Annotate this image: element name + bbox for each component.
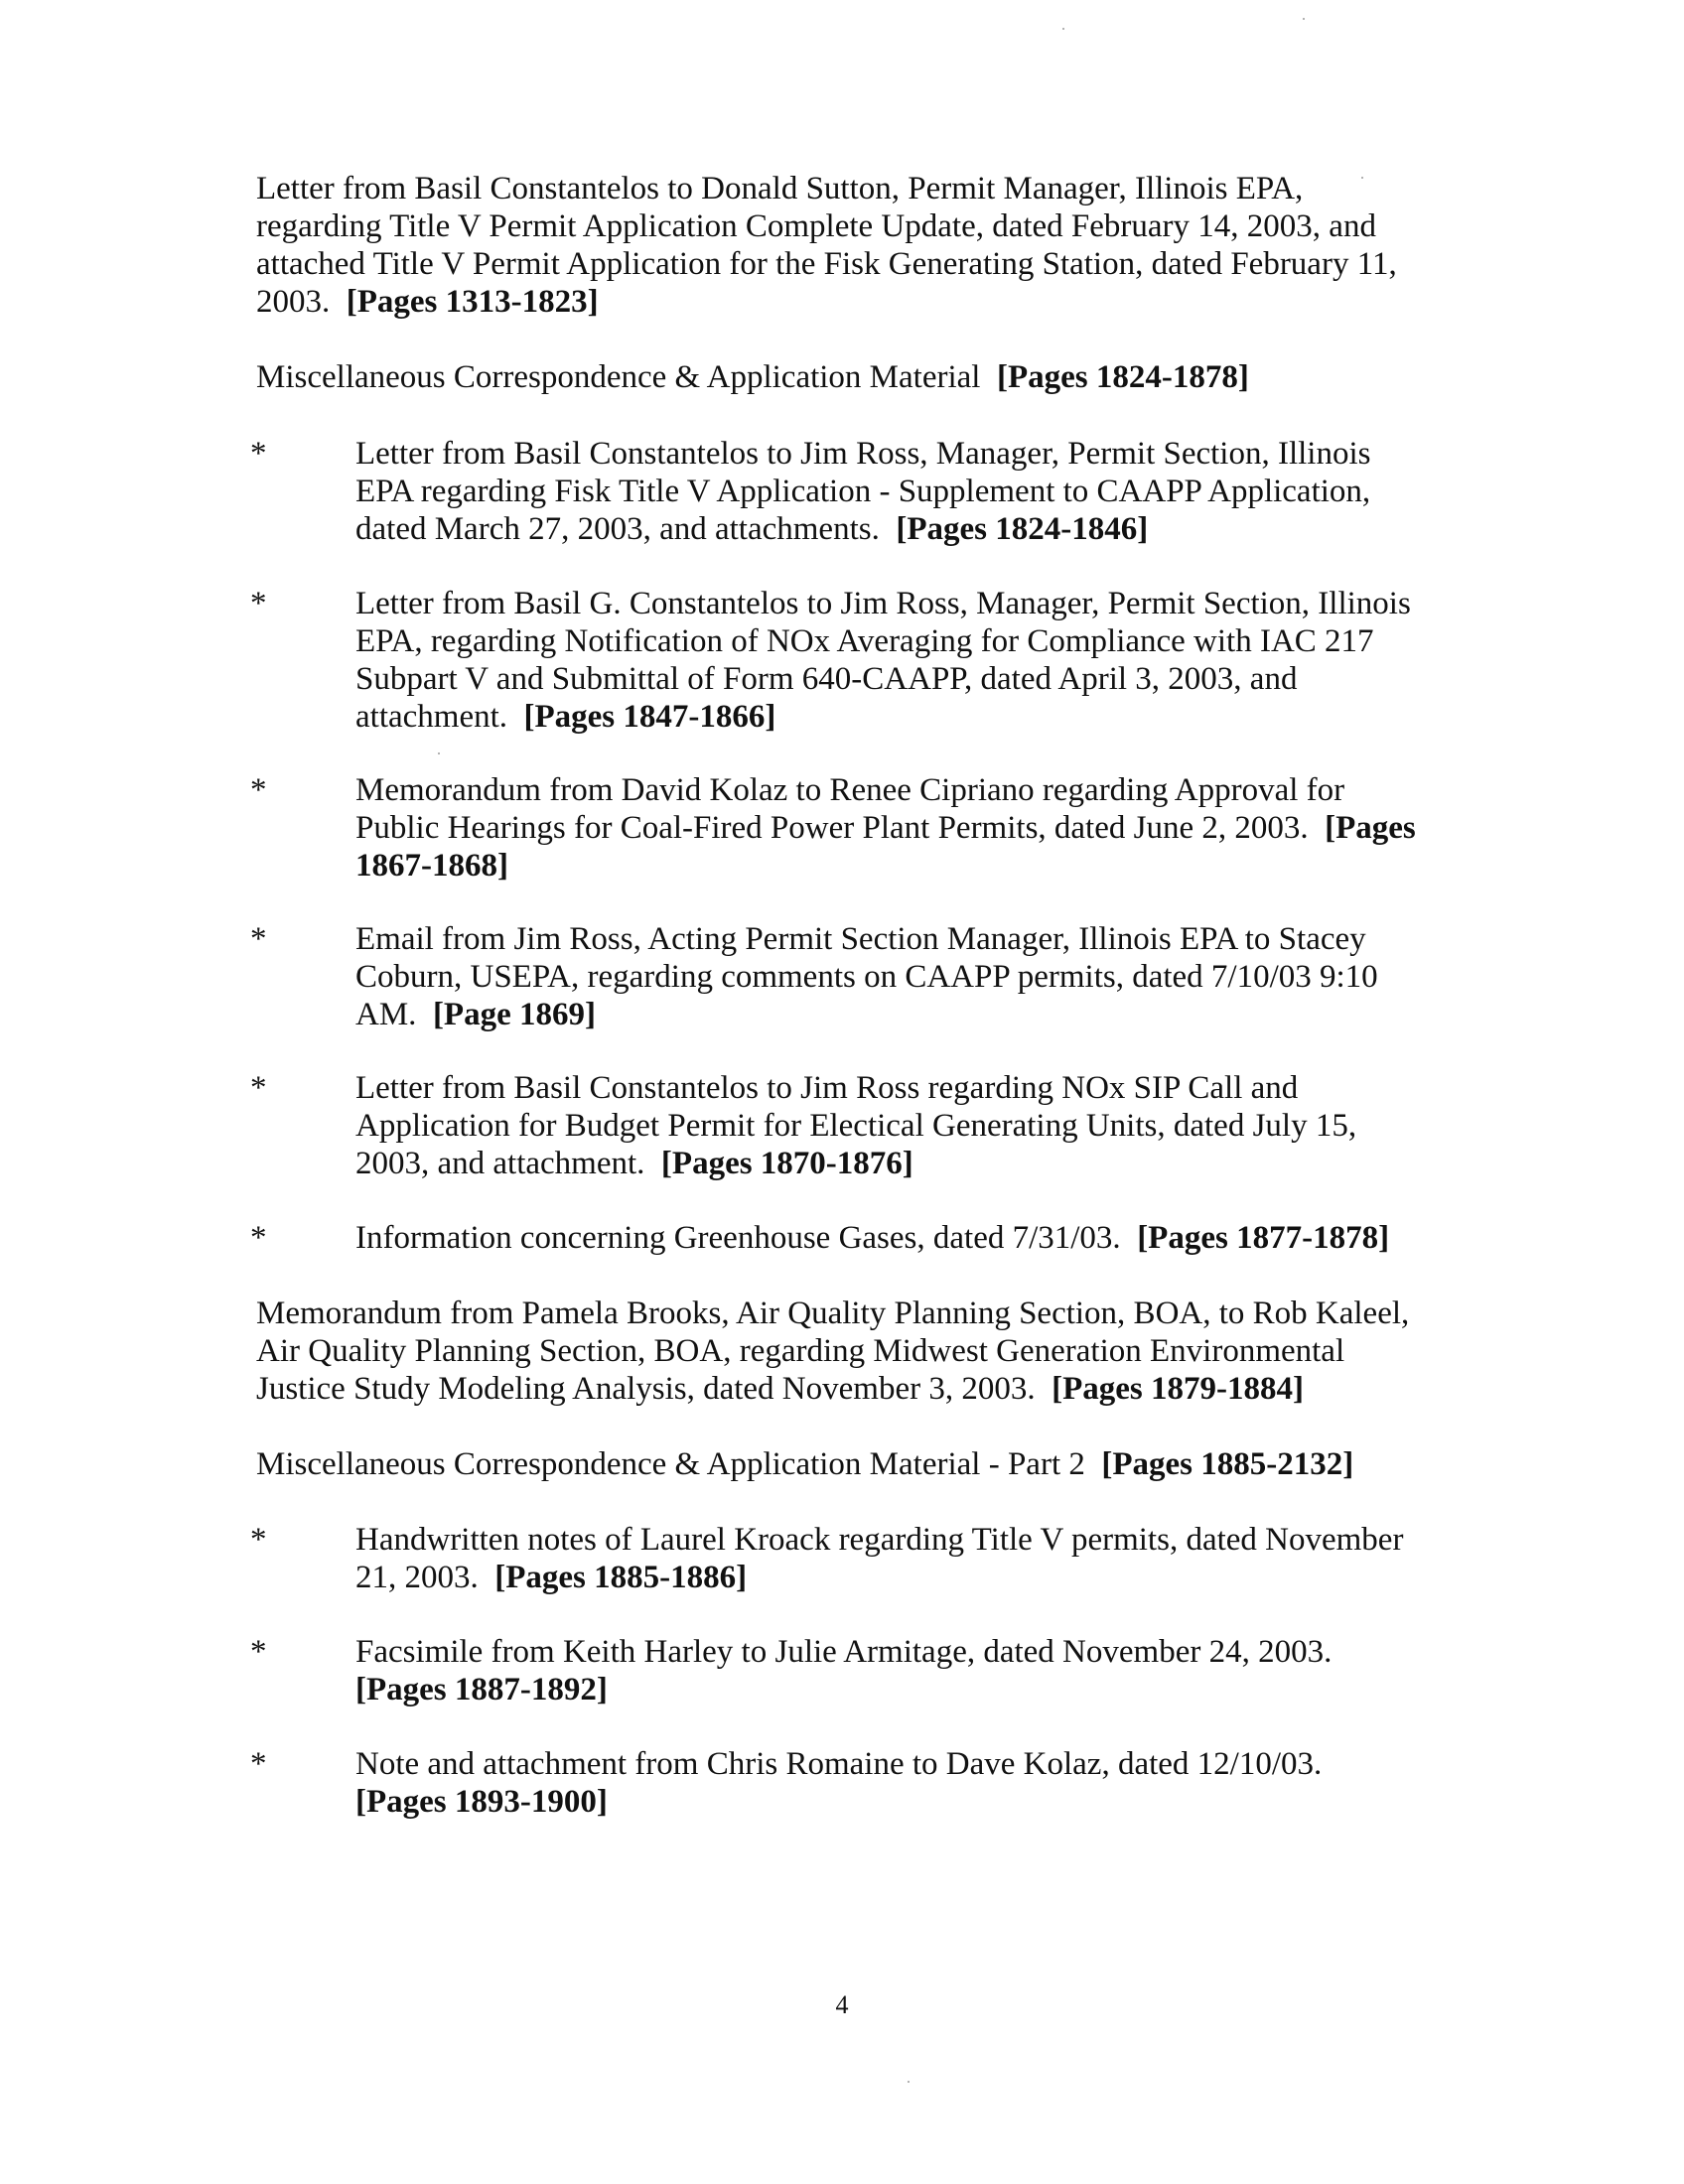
list-item-text: Information concerning Greenhouse Gases, dated 7/31/03. [Pages 1877-1878] (355, 1220, 1390, 1256)
page-ref: [Pages 1887-1892] (355, 1672, 608, 1707)
bullet-marker: * (250, 1522, 267, 1558)
intro-page-ref: [Pages 1313-1823] (346, 284, 599, 320)
memo-page-ref: [Pages 1879-1884] (1052, 1371, 1304, 1407)
bullet-marker: * (250, 586, 267, 621)
section1-page-ref: [Pages 1824-1878] (996, 359, 1249, 395)
scan-speck (908, 2081, 910, 2083)
page-ref: [Pages 1870-1876] (660, 1146, 913, 1181)
list-item-text: Letter from Basil G. Constantelos to Jim Ross, Manager, Permit Section, Illinois EPA, regarding Notification of NOx Averaging for Compliance with IAC 217 Subpart V and Submittal of Form 640-CAAPP, dated April 3, 2003, and attachment. [Pages 1847-1866] (355, 586, 1411, 735)
list-item-text: Memorandum from David Kolaz to Renee Cipriano regarding Approval for Public Hearings for Coal-Fired Power Plant Permits, dated June 2, 2003. [Pages 1867-1868] (355, 772, 1416, 884)
bullet-marker: * (250, 1220, 267, 1256)
section1-heading (256, 358, 1448, 396)
list-item-text: Note and attachment from Chris Romaine to Dave Kolaz, dated 12/10/03. [Pages 1893-1900] (355, 1746, 1323, 1820)
bullet-marker: * (250, 1634, 267, 1670)
page-ref: [Pages 1847-1866] (523, 699, 776, 735)
section1-heading-text: Miscellaneous Correspondence & Application Material (256, 359, 981, 395)
section2-page-ref: [Pages 1885-2132] (1101, 1446, 1354, 1482)
memo-paragraph (256, 1295, 1428, 1408)
bullet-marker: * (250, 772, 267, 808)
bullet-marker: * (250, 1746, 267, 1782)
list-item-text: Letter from Basil Constantelos to Jim Ross regarding NOx SIP Call and Application for Budget Permit for Electical Generating Units, dated July 15, 2003, and attachment. [Pages 1870-1876] (355, 1070, 1357, 1181)
bullet-marker: * (250, 921, 267, 957)
section2-heading-text: Miscellaneous Correspondence & Application Material - Part 2 (256, 1446, 1085, 1482)
section2-heading (256, 1445, 1448, 1483)
scan-speck (1303, 18, 1305, 20)
bullet-marker: * (250, 1070, 267, 1106)
list-item-text: Email from Jim Ross, Acting Permit Section Manager, Illinois EPA to Stacey Coburn, USEPA, regarding comments on CAAPP permits, dated 7/10/03 9:10 AM. [Page 1869] (355, 921, 1378, 1032)
list-item-text: Facsimile from Keith Harley to Julie Armitage, dated November 24, 2003. [Pages 1887-1892] (355, 1634, 1333, 1707)
list-item-text: Handwritten notes of Laurel Kroack regarding Title V permits, dated November 21, 2003. [Pages 1885-1886] (355, 1522, 1404, 1595)
intro-text: Letter from Basil Constantelos to Donald Sutton, Permit Manager, Illinois EPA, regarding Title V Permit Application Complete Update, dated February 14, 2003, and attached Title V Permit Application for the Fisk Generating Station, dated February 11, 2003. (256, 171, 1397, 320)
bullet-marker: * (250, 436, 267, 472)
intro-paragraph (256, 170, 1428, 321)
memo-text: Memorandum from Pamela Brooks, Air Quality Planning Section, BOA, to Rob Kaleel, Air Quality Planning Section, BOA, regarding Midwest Generation Environmental Justice Study Modeling Analysis, dated November 3, 2003. (256, 1296, 1410, 1407)
page-number: 4 (835, 1990, 849, 2019)
page-ref: [Pages 1824-1846] (896, 511, 1149, 547)
page-ref: [Pages 1867-1868] (355, 810, 1416, 884)
scan-speck (438, 752, 440, 754)
page-ref: [Pages 1877-1878] (1137, 1220, 1390, 1256)
page-ref: [Page 1869] (432, 997, 596, 1032)
scan-speck (1062, 28, 1064, 30)
page-ref: [Pages 1893-1900] (355, 1784, 608, 1820)
page-ref: [Pages 1885-1886] (494, 1560, 748, 1595)
list-item-text: Letter from Basil Constantelos to Jim Ross, Manager, Permit Section, Illinois EPA regarding Fisk Title V Application - Supplement to CAAPP Application, dated March 27, 2003, and attachments. [Pages 1824-1846] (355, 436, 1371, 547)
